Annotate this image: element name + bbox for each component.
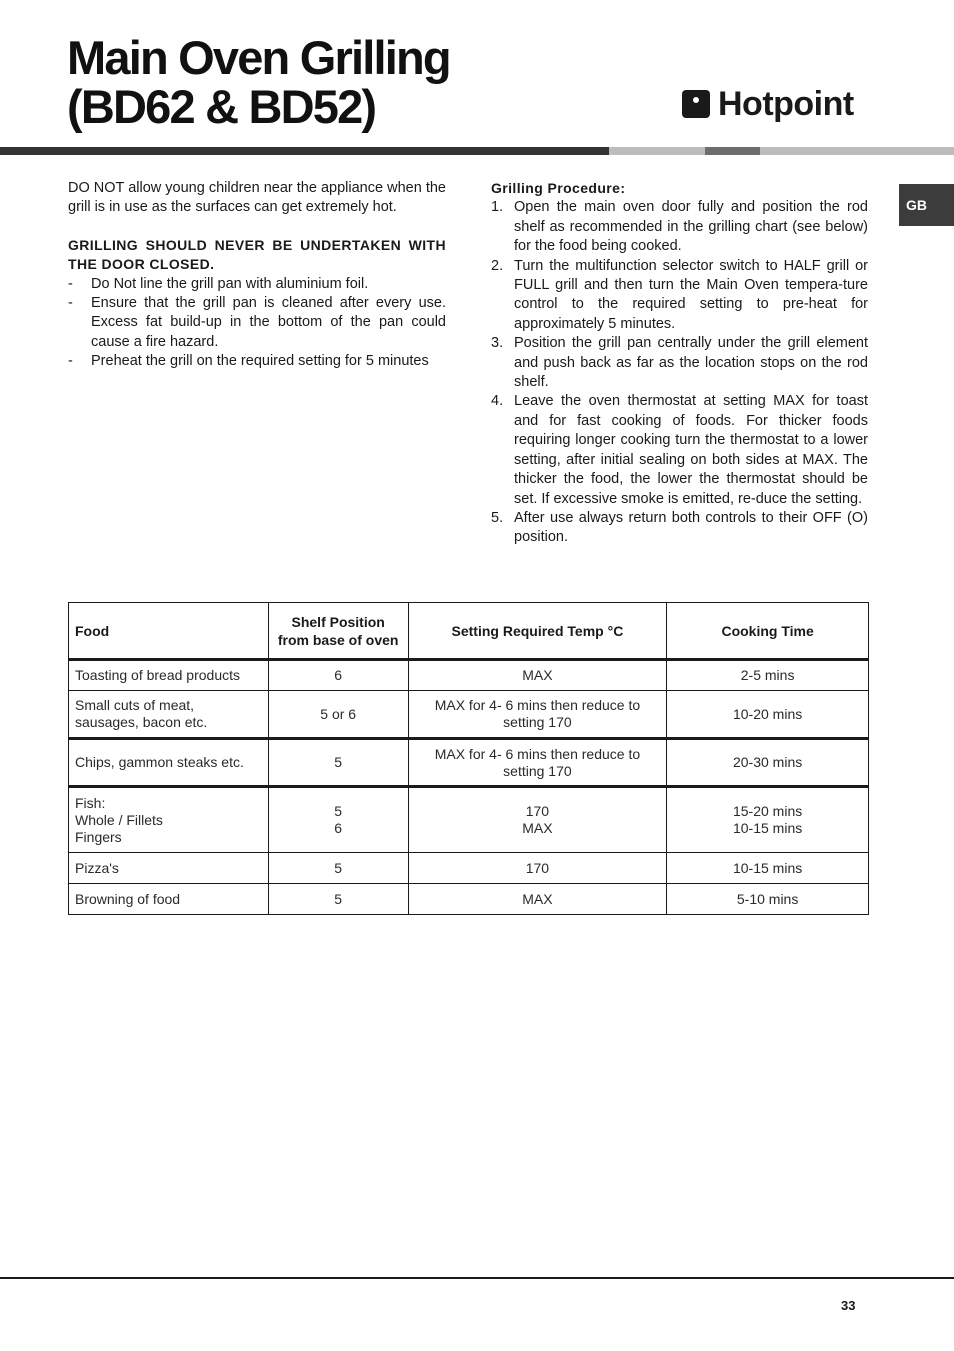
table-row	[69, 660, 869, 691]
page-number: 33	[841, 1298, 856, 1313]
cell-time	[667, 691, 869, 739]
door-warning: GRILLING SHOULD NEVER BE UNDERTAKEN WITH THE DOOR CLOSED.	[68, 236, 446, 273]
header-rule-mid	[705, 147, 760, 155]
page-title-line-2: (BD62 & BD52)	[67, 80, 376, 133]
procedure-steps	[491, 198, 868, 547]
step-number: 2.	[491, 257, 504, 274]
cell-food-line: Toasting of bread products	[75, 667, 240, 683]
step-text: Leave the oven thermostat at setting MAX for toast and for fast cooking of foods. For thicker foods requiring longer cooking turn the thermostat to a lower setting, after initial sealing on both sides at MAX. The thicker the food, the lower the thermostat should be set. If excessive smoke is emitted, re-duce the setting.	[514, 393, 868, 507]
hotpoint-logo-icon	[682, 90, 710, 118]
procedure-title: Grilling Procedure:	[491, 180, 626, 196]
table-header-row	[69, 603, 869, 660]
table-body	[69, 660, 869, 915]
cell-shelf	[268, 853, 408, 884]
cell-setting-line: MAX	[522, 890, 553, 907]
header-shelf-line-1: Shelf Position	[291, 613, 385, 630]
cell-setting-line: MAX for 4- 6 mins then reduce to	[434, 745, 641, 762]
safety-column	[68, 179, 446, 372]
cell-setting	[408, 691, 667, 739]
cell-time-line: 2-5 mins	[740, 667, 795, 683]
cell-food-line: Pizza's	[75, 859, 119, 876]
table-row	[69, 853, 869, 884]
safety-item: - Preheat the grill on the required setting for 5 minutes	[68, 352, 446, 371]
cell-time-line: 10-15 mins	[732, 859, 803, 876]
cell-shelf-line: 5	[334, 803, 343, 819]
cell-time	[667, 884, 869, 915]
cell-food-line: sausages, bacon etc.	[75, 714, 208, 730]
cell-setting-line: 170	[525, 803, 550, 819]
page-title-line-1: Main Oven Grilling	[67, 31, 450, 84]
cell-shelf-line: 5	[334, 754, 343, 770]
table-row	[69, 691, 869, 739]
cell-time	[667, 787, 869, 853]
header-rule-light-end	[760, 147, 954, 155]
brand-name: Hotpoint	[718, 85, 854, 123]
cell-shelf-line: 6	[334, 820, 343, 836]
safety-item: - Ensure that the grill pan is cleaned after every use. Excess fat build-up in the bottom of the pan could cause a fire hazard.	[68, 294, 446, 352]
table-row	[69, 787, 869, 853]
header-time: Cooking Time	[667, 603, 869, 660]
cell-shelf-line: 6	[334, 667, 343, 683]
cell-setting	[408, 739, 667, 787]
cell-food-line: Fish:	[75, 794, 106, 811]
cell-setting	[408, 884, 667, 915]
table-row	[69, 739, 869, 787]
cell-setting	[408, 660, 667, 691]
cell-shelf	[268, 660, 408, 691]
procedure-step	[491, 257, 868, 335]
cell-time	[667, 853, 869, 884]
cell-shelf	[268, 884, 408, 915]
header-setting: Setting Required Temp °C	[408, 603, 667, 660]
cell-food	[69, 691, 269, 739]
cell-time	[667, 739, 869, 787]
cell-setting-line: MAX	[522, 667, 553, 683]
cell-time-line: 5-10 mins	[736, 890, 799, 907]
cell-setting-line: MAX	[522, 820, 553, 836]
cell-shelf-line: 5	[334, 890, 343, 907]
cell-food	[69, 884, 269, 915]
cell-setting	[408, 787, 667, 853]
step-number: 1.	[491, 199, 504, 216]
procedure-step	[491, 392, 868, 508]
procedure-step	[491, 509, 868, 548]
safety-item: - Do Not line the grill pan with aluminium foil.	[68, 275, 446, 294]
cell-food	[69, 739, 269, 787]
language-tab: GB	[899, 184, 954, 226]
procedure-step	[491, 334, 868, 392]
cell-food	[69, 660, 269, 691]
cell-setting-line: setting 170	[503, 762, 572, 779]
intro-paragraph: DO NOT allow young children near the appliance when the grill is in use as the surfaces can get extremely hot.	[68, 180, 446, 216]
cell-food-line: Browning of food	[75, 890, 181, 907]
cell-time-line: 10-20 mins	[732, 705, 803, 722]
step-text: Open the main oven door fully and position the rod shelf as recommended in the grilling chart (see below) for the food being cooked.	[514, 199, 868, 255]
step-text: Turn the multifunction selector switch to HALF grill or FULL grill and then turn the Main Oven tempera-ture control to the required setting to pre-heat for approximately 5 minutes.	[514, 257, 868, 332]
cell-shelf	[268, 787, 408, 853]
cell-shelf	[268, 739, 408, 787]
footer-rule	[0, 1277, 954, 1279]
cell-time-line: 15-20 mins	[732, 803, 803, 819]
brand-logo	[682, 86, 854, 122]
cell-shelf-line: 5	[334, 859, 343, 876]
procedure-column	[491, 179, 868, 548]
cell-shelf	[268, 691, 408, 739]
procedure-step	[491, 198, 868, 256]
cell-time-line: 10-15 mins	[732, 820, 803, 836]
table-row	[69, 884, 869, 915]
cell-setting-line: MAX for 4- 6 mins then reduce to	[434, 697, 641, 713]
cell-setting-line: 170	[525, 859, 550, 876]
cell-shelf-line: 5 or 6	[320, 705, 357, 722]
cell-food-line: Fingers	[75, 828, 122, 845]
cell-time-line: 20-30 mins	[732, 754, 803, 770]
safety-list	[68, 275, 446, 372]
step-number: 4.	[491, 393, 504, 410]
page-title	[67, 33, 450, 131]
header-shelf-line-2: from base of oven	[277, 631, 399, 648]
grilling-chart	[68, 602, 869, 915]
cell-food	[69, 787, 269, 853]
step-text: After use always return both controls to their OFF (O) position.	[514, 509, 868, 546]
cell-time	[667, 660, 869, 691]
header-food: Food	[69, 603, 269, 660]
cell-food-line: Chips, gammon steaks etc.	[75, 754, 244, 770]
cell-setting	[408, 853, 667, 884]
step-text: Position the grill pan centrally under the grill element and push back as far as the location stops on the rod shelf.	[514, 335, 868, 391]
header-rule-dark	[0, 147, 609, 155]
cell-food	[69, 853, 269, 884]
step-number: 5.	[491, 509, 504, 526]
step-number: 3.	[491, 335, 504, 352]
cell-setting-line: setting 170	[503, 714, 572, 730]
cell-food-line: Small cuts of meat,	[75, 697, 195, 713]
cell-food-line: Whole / Fillets	[75, 811, 163, 828]
header-shelf	[268, 603, 408, 660]
header-rule-light	[609, 147, 705, 155]
